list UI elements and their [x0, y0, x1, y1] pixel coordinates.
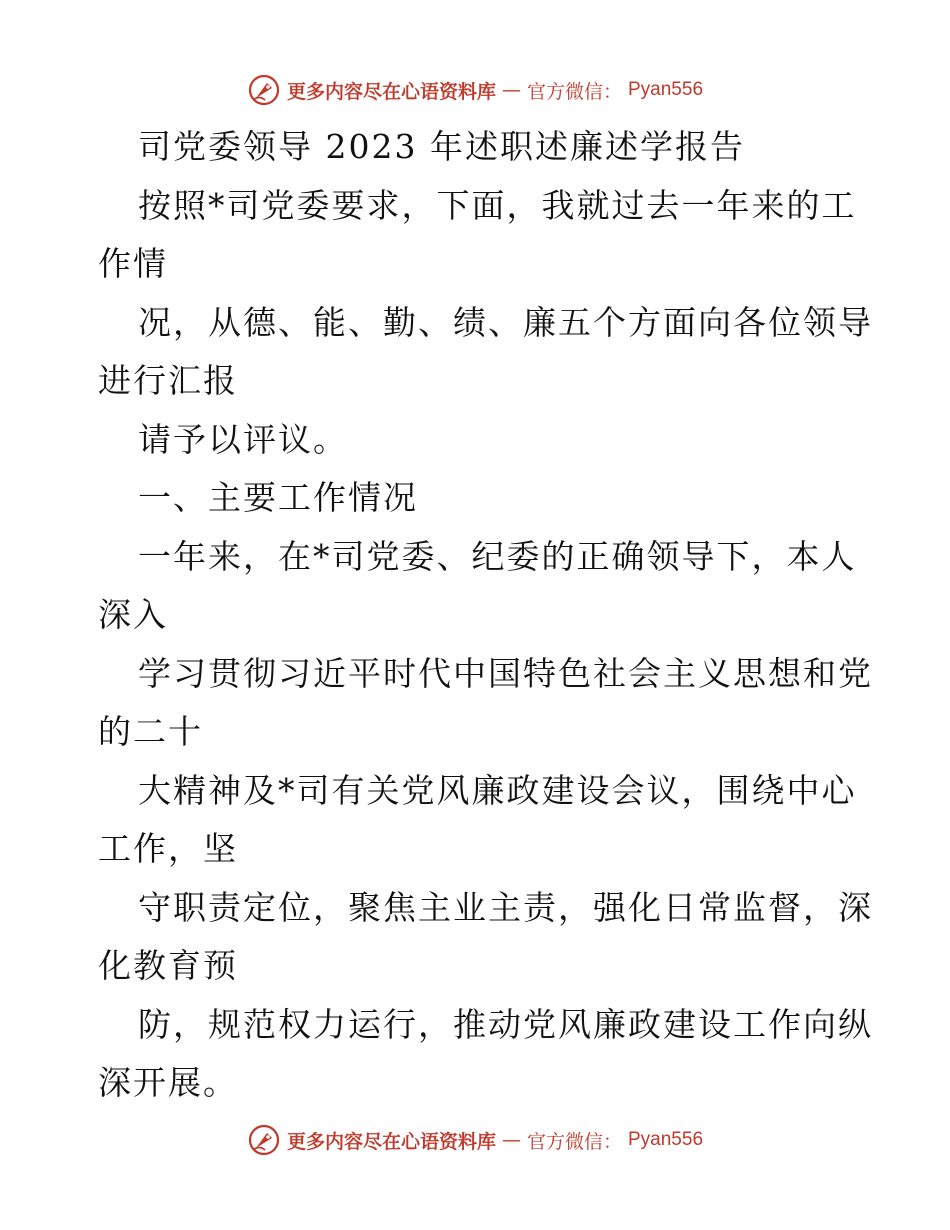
text-line: 防，规范权力运行，推动党风廉政建设工作向纵: [138, 1004, 873, 1044]
banner-main-text: 更多内容尽在心语资料库: [286, 80, 496, 103]
text-line: 工作，坚: [98, 829, 238, 868]
text-line: 化教育预: [98, 946, 238, 985]
pen-nib-logo-icon: [247, 73, 281, 107]
text-line: 请予以评议。: [138, 419, 348, 459]
text-line: 况，从德、能、勤、绩、廉五个方面向各位领导: [138, 302, 873, 342]
header-banner: [0, 70, 950, 110]
text-line: 深开展。: [98, 1063, 238, 1102]
banner-wechat-label: 官方微信：: [526, 1130, 622, 1153]
text-line: 守职责定位，聚焦主业主责，强化日常监督，深: [138, 887, 873, 927]
banner-dash: —: [501, 79, 521, 101]
banner-wechat-id: Pyan556: [628, 79, 704, 100]
banner-main-text: 更多内容尽在心语资料库: [286, 1130, 496, 1153]
text-line: 按照*司党委要求，下面，我就过去一年来的工: [138, 185, 857, 225]
text-line: 进行汇报: [98, 361, 238, 400]
text-line: 一年来，在*司党委、纪委的正确领导下，本人: [138, 536, 857, 576]
text-line: 大精神及*司有关党风廉政建设会议，围绕中心: [138, 770, 857, 810]
text-line: 一、主要工作情况: [138, 478, 418, 517]
footer-banner: [0, 1120, 950, 1160]
document-body: [98, 118, 873, 1113]
pen-nib-logo-icon: [247, 1123, 281, 1157]
text-line: 司党委领导 2023 年述职述廉述学报告: [138, 127, 745, 166]
text-line: 学习贯彻习近平时代中国特色社会主义思想和党: [138, 653, 873, 693]
banner-wechat-label: 官方微信：: [526, 80, 622, 103]
text-line: 深入: [98, 595, 168, 634]
text-line: 的二十: [98, 712, 203, 751]
banner-wechat-id: Pyan556: [628, 1129, 704, 1150]
text-line: 作情: [98, 244, 168, 283]
banner-dash: —: [501, 1129, 521, 1151]
